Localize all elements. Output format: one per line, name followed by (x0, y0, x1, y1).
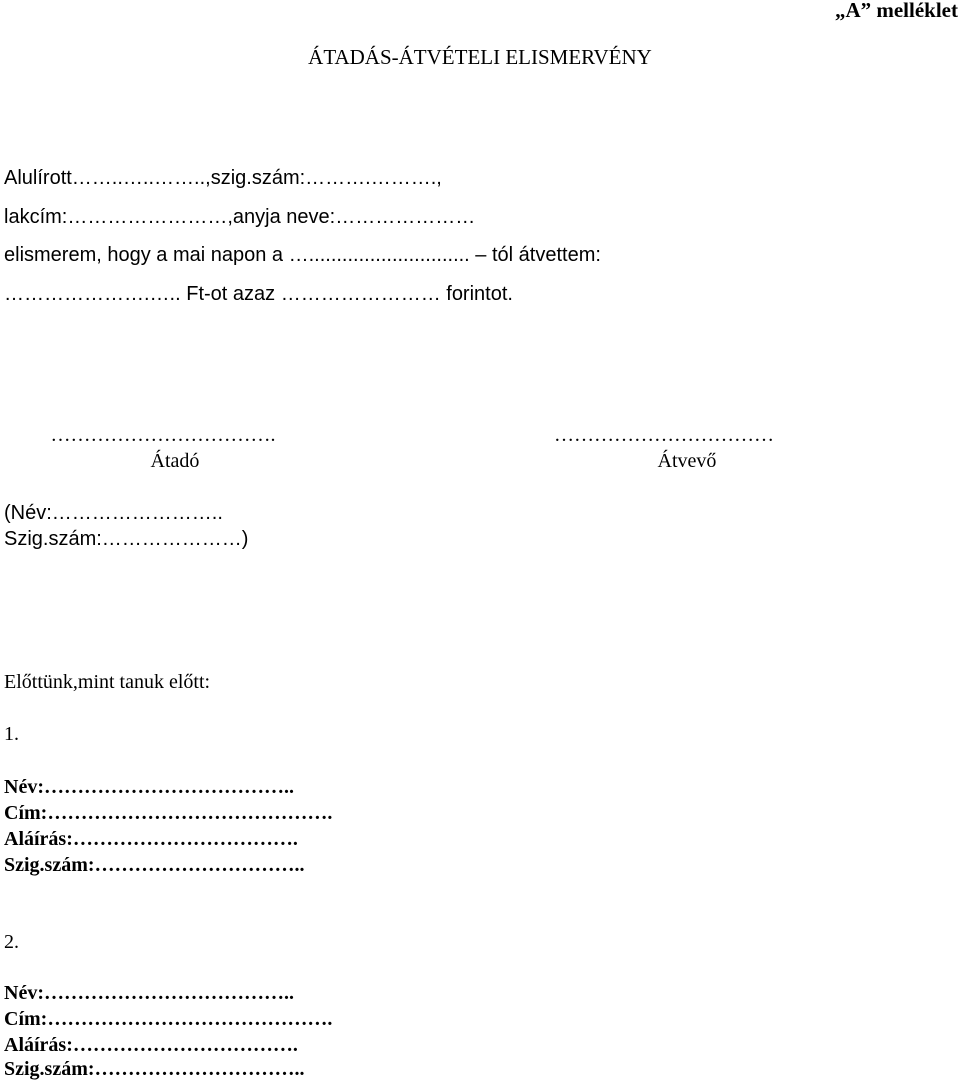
witness-2-number: 2. (4, 931, 19, 953)
witness-2-id: Szig.szám:………………………….. (4, 1058, 305, 1080)
statement-line-2: lakcím:……………………,anyja neve:………………… (4, 206, 476, 228)
witness-2-name: Név:……………………………….. (4, 982, 294, 1004)
statement-line-1: Alulírott……..…..……..,szig.szám:……….………., (4, 167, 442, 189)
annex-label: „A” melléklet (834, 0, 958, 22)
witness-2-address: Cím:……………………………………. (4, 1008, 333, 1030)
witness-1-name: Név:……………………………….. (4, 776, 294, 798)
statement-line-3: elismerem, hogy a mai napon a …............................. – tól átvettem: (4, 244, 601, 266)
handover-signature-dots: ……………………………. (50, 424, 276, 446)
receiver-signature-dots: …………………………… (554, 424, 774, 446)
receiver-signature-label: Átvevő (657, 450, 717, 472)
handover-signature-label: Átadó (150, 450, 200, 472)
witness-intro: Előttünk,mint tanuk előtt: (4, 671, 211, 693)
statement-line-4: ………………….….. Ft-ot azaz …………………… forintot. (4, 283, 513, 305)
witness-1-number: 1. (4, 723, 19, 745)
handover-name-line: (Név:…………………….. (4, 502, 223, 524)
witness-1-signature: Aláírás:……………………………. (4, 828, 298, 850)
handover-id-line: Szig.szám:…………………) (4, 528, 249, 550)
document-title: ÁTADÁS-ÁTVÉTELI ELISMERVÉNY (308, 45, 652, 69)
witness-2-signature: Aláírás:……………………………. (4, 1034, 298, 1056)
witness-1-address: Cím:……………………………………. (4, 802, 333, 824)
witness-1-id: Szig.szám:………………………….. (4, 854, 305, 876)
